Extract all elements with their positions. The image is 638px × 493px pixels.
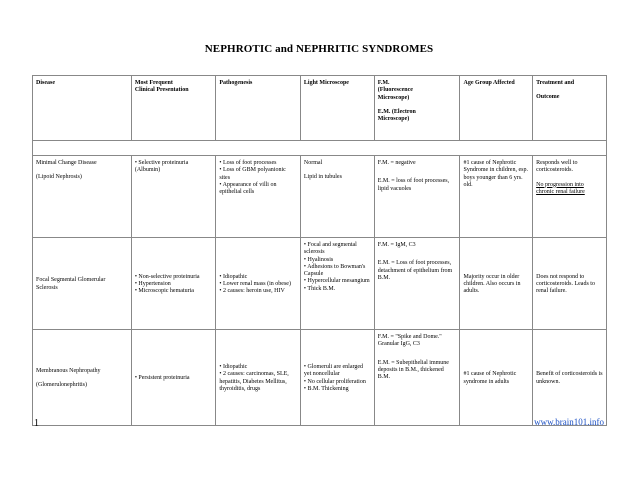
- page-title: NEPHROTIC and NEPHRITIC SYNDROMES: [204, 43, 434, 55]
- light-microscope-cell: Normal Lipid in tubules: [300, 156, 374, 238]
- presentation-cell: • Selective proteinuria (Albumin): [131, 156, 216, 238]
- light-microscope-cell: • Focal and segmental sclerosis • Hyalinosis • Adhesions to Bowman's Capsule • Hypercellular mesangium • Thick B.M.: [300, 238, 374, 330]
- separator-row: [33, 141, 607, 156]
- fm-em-cell: F.M. = "Spike and Dome." Granular IgG, C3 E.M. = Subepithelial immune deposits in B.M., thickened B.M.: [374, 330, 460, 426]
- pathogenesis-cell: • Idiopathic • Lower renal mass (in obese) • 2 causes: heroin use, HIV: [216, 238, 301, 330]
- disease-cell: Membranous Nephropathy (Glomerulonephritis): [33, 330, 132, 426]
- fm-em-cell: F.M. = negative E.M. = loss of foot processes, lipid vacuoles: [374, 156, 460, 238]
- syndromes-table: [32, 75, 607, 426]
- header-presentation: Most Frequent Clinical Presentation: [131, 76, 216, 141]
- header-row: [33, 76, 607, 141]
- age-group-cell: Majority occur in older children. Also occurs in adults.: [460, 238, 533, 330]
- disease-cell: Focal Segmental Glomerular Sclerosis: [33, 238, 132, 330]
- header-pathogenesis: Pathogenesis: [216, 76, 301, 141]
- table-row: [33, 156, 607, 238]
- treatment-cell: Responds well to corticosteroids. No progression into chronic renal failure: [533, 156, 607, 238]
- table-row: [33, 330, 607, 426]
- table-row: [33, 238, 607, 330]
- treatment-cell: Benefit of corticosteroids is unknown.: [533, 330, 607, 426]
- presentation-cell: • Non-selective proteinuria • Hypertension • Microscopic hematuria: [131, 238, 216, 330]
- page-number: 1: [34, 418, 39, 429]
- pathogenesis-cell: • Loss of foot processes • Loss of GBM polyanionic sites • Appearance of villi on epithelial cells: [216, 156, 301, 238]
- light-microscope-cell: • Glomeruli are enlarged yet noncellular • No cellular proliferation • B.M. Thickening: [300, 330, 374, 426]
- treatment-cell: Does not respond to corticosteroids. Leads to renal failure.: [533, 238, 607, 330]
- header-treatment: Treatment and Outcome: [533, 76, 607, 141]
- header-light-microscope: Light Microscope: [300, 76, 374, 141]
- header-age-group: Age Group Affected: [460, 76, 533, 141]
- age-group-cell: #1 cause of Nephrotic Syndrome in children, esp. boys younger than 6 yrs. old.: [460, 156, 533, 238]
- header-disease: Disease: [33, 76, 132, 141]
- disease-cell: Minimal Change Disease (Lipoid Nephrosis): [33, 156, 132, 238]
- presentation-cell: • Persistent proteinuria: [131, 330, 216, 426]
- pathogenesis-cell: • Idiopathic • 2 causes: carcinomas, SLE, hepatitis, Diabetes Mellitus, thyroiditis, drugs: [216, 330, 301, 426]
- age-group-cell: #1 cause of Nephrotic syndrome in adults: [460, 330, 533, 426]
- fm-em-cell: F.M. = IgM, C3 E.M. = Loss of foot processes, detachment of epithelium from B.M.: [374, 238, 460, 330]
- header-fm-em: F.M. (Fluorescence Microscope) E.M. (Electron Microscope): [374, 76, 460, 141]
- website-link[interactable]: www.brain101.info: [534, 417, 604, 427]
